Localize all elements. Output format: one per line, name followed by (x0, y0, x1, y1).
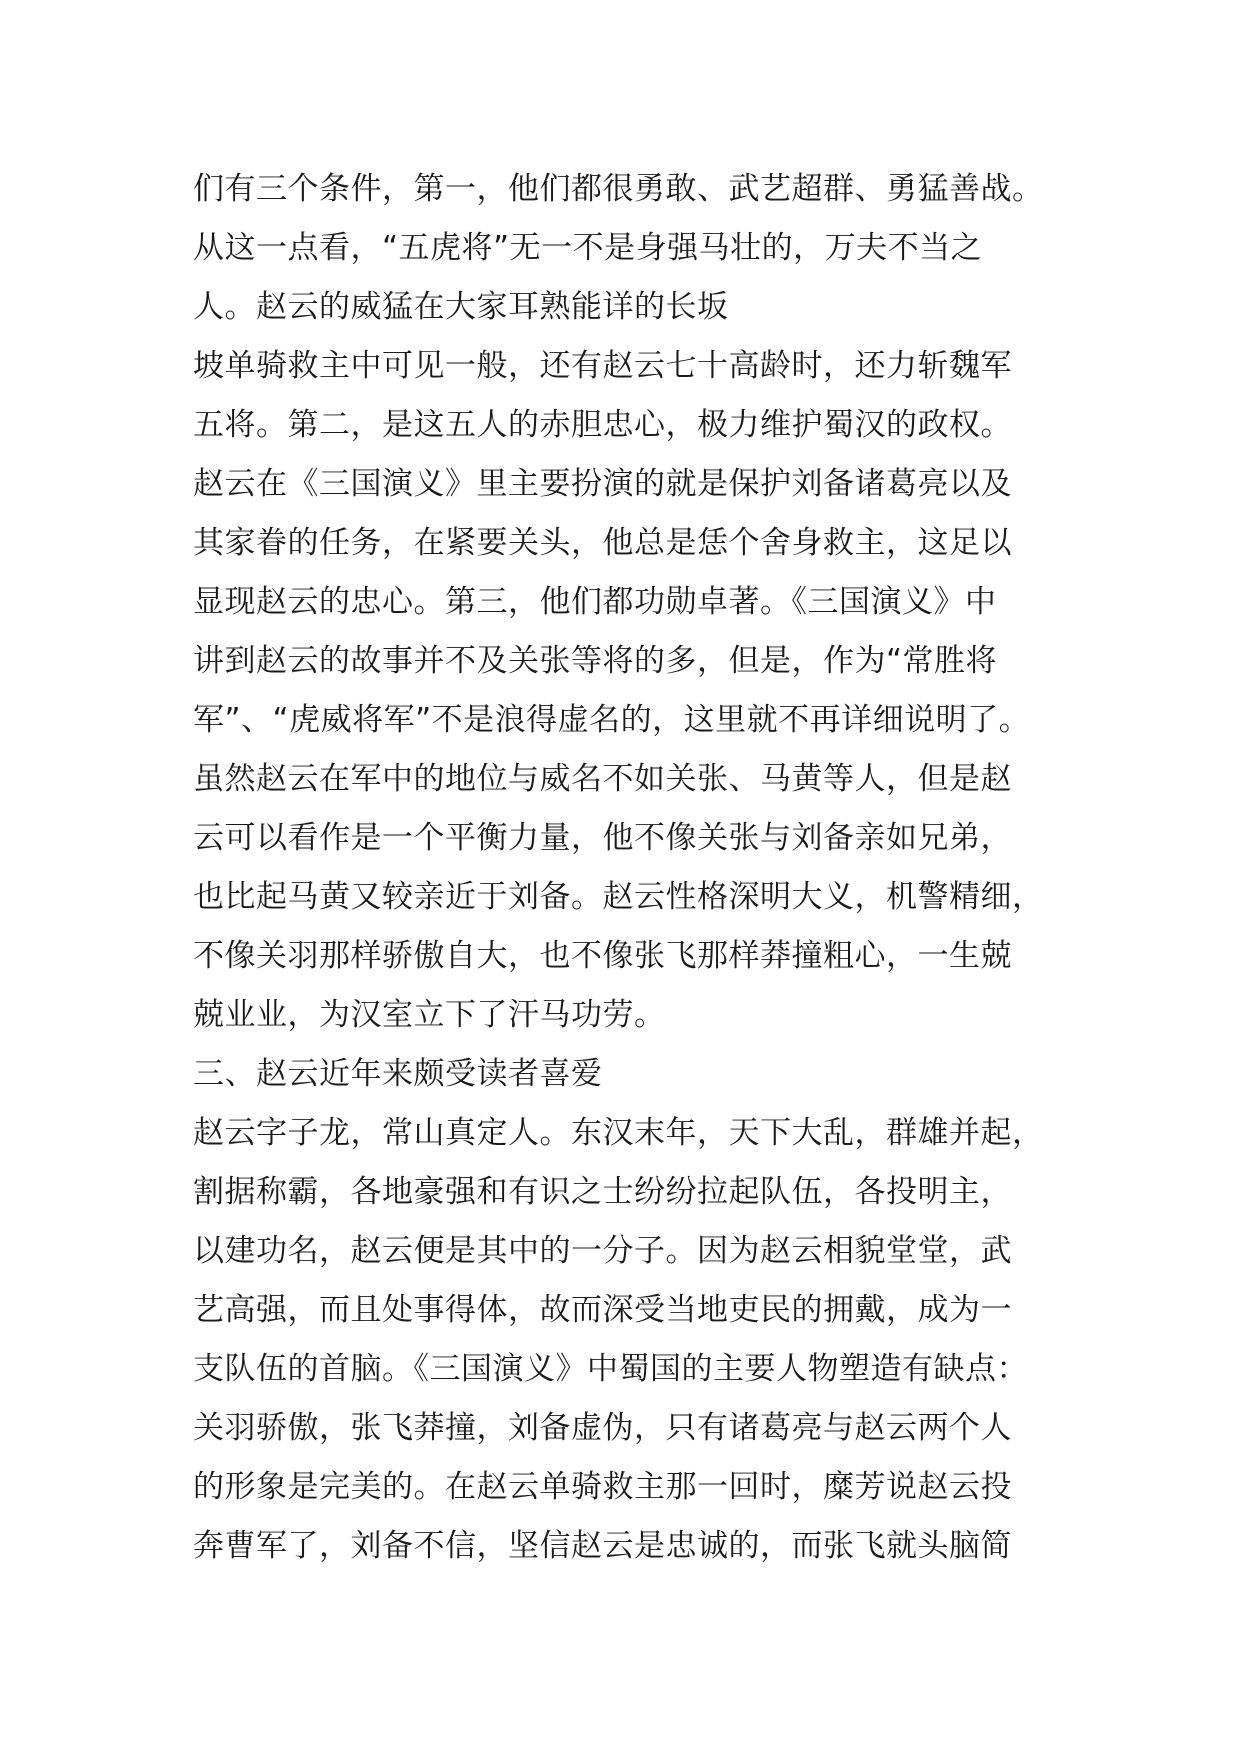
text-line: 从这一点看，“五虎将”无一不是身强马壮的，万夫不当之 (193, 230, 983, 266)
text-line: 奔曹军了，刘备不信，坚信赵云是忠诚的，而张飞就头脑简 (193, 1528, 1012, 1564)
text-line: 虽然赵云在军中的地位与威名不如关张、马黄等人，但是赵 (193, 761, 1012, 797)
text-line: 兢业业，为汉室立下了汗马功劳。 (193, 997, 666, 1033)
text-line: 五将。第二，是这五人的赤胆忠心，极力维护蜀汉的政权。 (193, 407, 1012, 443)
text-line: 支队伍的首脑。《三国演义》中蜀国的主要人物塑造有缺点： (193, 1351, 1028, 1387)
text-line: 人。赵云的威猛在大家耳熟能详的长坂 (193, 289, 729, 325)
body-text (193, 160, 1073, 1576)
text-line: 云可以看作是一个平衡力量，他不像关张与刘备亲如兄弟， (193, 820, 1012, 856)
section-heading: 三、赵云近年来颇受读者喜爱 (193, 1056, 603, 1092)
text-line: 讲到赵云的故事并不及关张等将的多，但是，作为“常胜将 (193, 643, 998, 679)
text-line: 赵云字子龙，常山真定人。东汉末年，天下大乱，群雄并起， (193, 1115, 1044, 1151)
text-line: 割据称霸，各地豪强和有识之士纷纷拉起队伍，各投明主， (193, 1174, 1012, 1210)
text-line: 其家眷的任务，在紧要关头，他总是恁个舍身救主，这足以 (193, 525, 1012, 561)
text-line: 关羽骄傲，张飞莽撞，刘备虚伪，只有诸葛亮与赵云两个人 (193, 1410, 1012, 1446)
text-line: 也比起马黄又较亲近于刘备。赵云性格深明大义，机警精细， (193, 879, 1044, 915)
text-line: 艺高强，而且处事得体，故而深受当地吏民的拥戴，成为一 (193, 1292, 1012, 1328)
text-line: 赵云在《三国演义》里主要扮演的就是保护刘备诸葛亮以及 (193, 466, 1012, 502)
text-line: 军”、“虎威将军”不是浪得虚名的，这里就不再详细说明了。 (193, 702, 1031, 738)
text-line: 显现赵云的忠心。第三，他们都功勋卓著。《三国演义》中 (193, 584, 997, 620)
text-line: 的形象是完美的。在赵云单骑救主那一回时，糜芳说赵云投 (193, 1469, 1012, 1505)
text-line: 坡单骑救主中可见一般，还有赵云七十高龄时，还力斩魏军 (193, 348, 1012, 384)
text-line: 们有三个条件，第一，他们都很勇敢、武艺超群、勇猛善战。 (193, 171, 1044, 207)
text-line: 以建功名，赵云便是其中的一分子。因为赵云相貌堂堂，武 (193, 1233, 1012, 1269)
text-line: 不像关羽那样骄傲自大，也不像张飞那样莽撞粗心，一生兢 (193, 938, 1012, 974)
